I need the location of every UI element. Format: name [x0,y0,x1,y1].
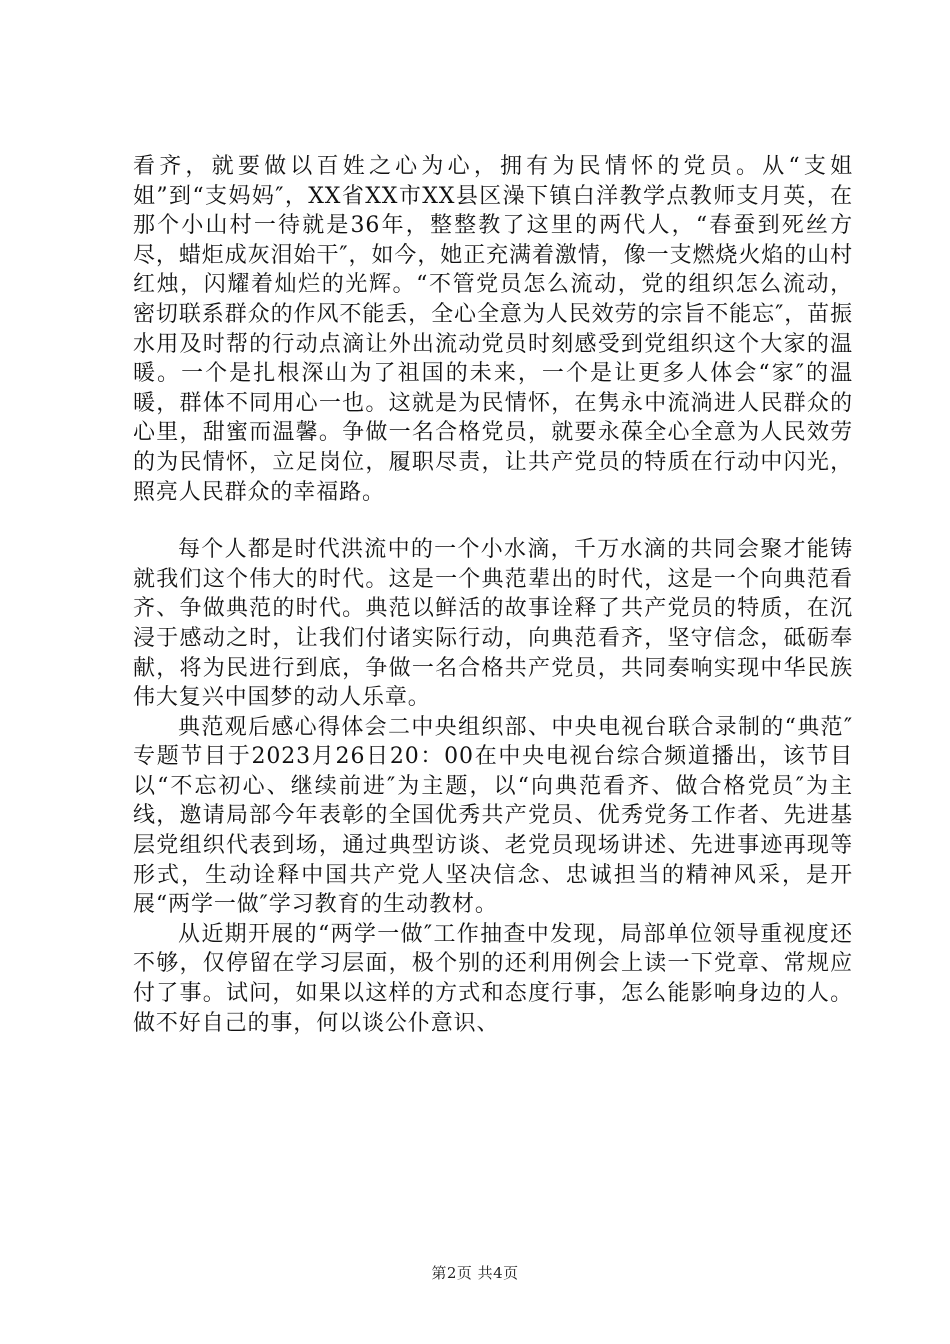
paragraph-1: 看齐，就要做以百姓之心为心，拥有为民情怀的党员。从“支姐姐”到“支妈妈″，XX省XX市XX县区澡下镇白洋教学点教师支月英，在那个小山村一待就是36年，整整教了这里的两代人，“春蚕到死丝方尽，蜡炬成灰泪始干″，如今，她正充满着激情，像一支燃烧火焰的山村红烛，闪耀着灿烂的光辉。“不管党员怎么流动，党的组织怎么流动，密切联系群众的作风不能丢，全心全意为人民效劳的宗旨不能忘″，苗振水用及时帮的行动点滴让外出流动党员时刻感受到党组织这个大家的温暖。一个是扎根深山为了祖国的未来，一个是让更多人体会“家″的温暖，群体不同用心一也。这就是为民情怀，在隽永中流淌进人民群众的心里，甜蜜而温馨。争做一名合格党员，就要永葆全心全意为人民效劳的为民情怀，立足岗位，履职尽责，让共产党员的特质在行动中闪光，照亮人民群众的幸福路。 [133,154,853,505]
paragraph-2: 每个人都是时代洪流中的一个小水滴，千万水滴的共同会聚才能铸就我们这个伟大的时代。这是一个典范辈出的时代，这是一个向典范看齐、争做典范的时代。典范以鲜活的故事诠释了共产党员的特质，在沉浸于感动之时，让我们付诸实际行动，向典范看齐，坚守信念，砥砺奉献，将为民进行到底，争做一名合格共产党员，共同奏响实现中华民族伟大复兴中国梦的动人乐章。 [133,537,853,711]
paragraph-spacer [133,507,853,535]
paragraph-4: 从近期开展的“两学一做″工作抽查中发现，局部单位领导重视度还不够，仅停留在学习层面，极个别的还利用例会上读一下党章、常规应付了事。试问，如果以这样的方式和态度行事，怎么能影响身边的人。做不好自己的事，何以谈公仆意识、 [133,921,853,1036]
document-body [133,152,853,1038]
paragraph-3: 典范观后感心得体会二中央组织部、中央电视台联合录制的“典范″专题节目于2023月26日20：00在中央电视台综合频道播出，该节目以“不忘初心、继续前进″为主题，以“向典范看齐、做合格党员″为主线，邀请局部今年表彰的全国优秀共产党员、优秀党务工作者、先进基层党组织代表到场，通过典型访谈、老党员现场讲述、先进事迹再现等形式，生动诠释中国共产党人坚决信念、忠诚担当的精神风采，是开展“两学一做″学习教育的生动教材。 [133,714,853,918]
page-number-footer: 第2页 共4页 [431,1264,519,1282]
